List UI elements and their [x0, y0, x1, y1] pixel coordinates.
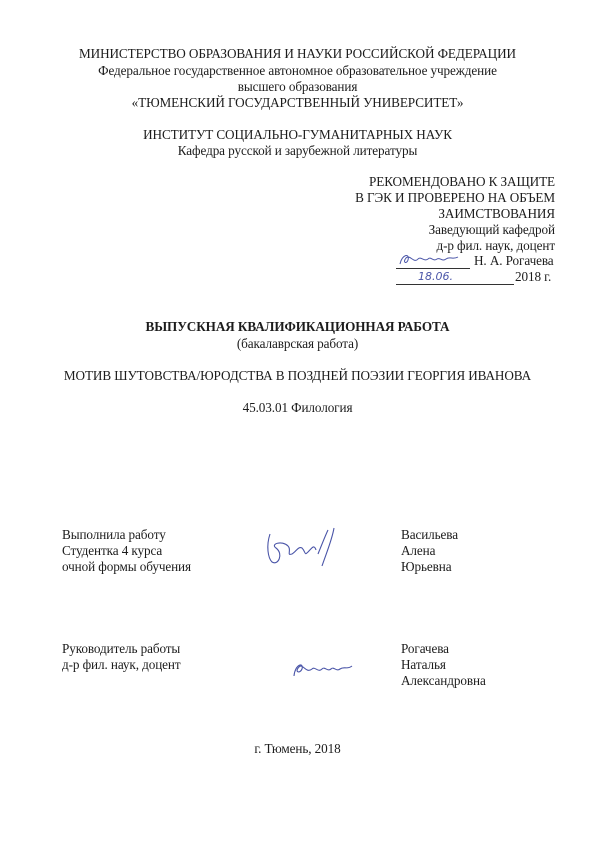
work-type-title: ВЫПУСКНАЯ КВАЛИФИКАЦИОННАЯ РАБОТА — [145, 319, 450, 334]
city-year: г. Тюмень, 2018 — [254, 741, 341, 756]
work-subtype: (бакалаврская работа) — [236, 336, 359, 351]
institution-level: высшего образования — [237, 79, 358, 94]
author-label-1: Выполнила работу — [62, 527, 166, 542]
supervisor-surname: Рогачева — [401, 641, 449, 656]
author-patronymic: Юрьевна — [401, 559, 452, 574]
ministry-name: МИНИСТЕРСТВО ОБРАЗОВАНИЯ И НАУКИ РОССИЙСКОЙ ФЕДЕРАЦИИ — [79, 46, 516, 61]
supervisor-name: Наталья — [401, 657, 446, 672]
author-name: Алена — [401, 543, 436, 558]
author-label-2: Студентка 4 курса — [62, 543, 163, 558]
supervisor-signature — [290, 658, 356, 682]
head-name: Н. А. Рогачева — [474, 253, 554, 268]
approval-line-3: ЗАИМСТВОВАНИЯ — [438, 206, 555, 221]
approval-year: 2018 г. — [515, 269, 552, 284]
date-line — [396, 284, 514, 285]
approval-line-1: РЕКОМЕНДОВАНО К ЗАЩИТЕ — [369, 174, 555, 189]
university-name: «ТЮМЕНСКИЙ ГОСУДАРСТВЕННЫЙ УНИВЕРСИТЕТ» — [131, 95, 464, 110]
handwritten-date: 18.06. — [418, 270, 453, 283]
head-degree: д-р фил. наук, доцент — [436, 238, 555, 253]
thesis-topic: МОТИВ ШУТОВСТВА/ЮРОДСТВА В ПОЗДНЕЙ ПОЭЗИИ ГЕОРГИЯ ИВАНОВА — [63, 368, 532, 383]
institution-type: Федеральное государственное автономное образовательное учреждение — [98, 63, 497, 78]
supervisor-label-1: Руководитель работы — [62, 641, 181, 656]
department-name: Кафедра русской и зарубежной литературы — [177, 143, 418, 158]
approval-line-2: В ГЭК И ПРОВЕРЕНО НА ОБЪЕМ — [355, 190, 555, 205]
supervisor-patronymic: Александровна — [401, 673, 486, 688]
specialty-code: 45.03.01 Филология — [242, 400, 353, 415]
institute-name: ИНСТИТУТ СОЦИАЛЬНО-ГУМАНИТАРНЫХ НАУК — [143, 127, 452, 142]
author-surname: Васильева — [401, 527, 459, 542]
head-position: Заведующий кафедрой — [428, 222, 555, 237]
author-signature — [262, 524, 342, 572]
head-signature — [398, 250, 462, 270]
author-label-3: очной формы обучения — [62, 559, 191, 574]
supervisor-label-2: д-р фил. наук, доцент — [62, 657, 181, 672]
